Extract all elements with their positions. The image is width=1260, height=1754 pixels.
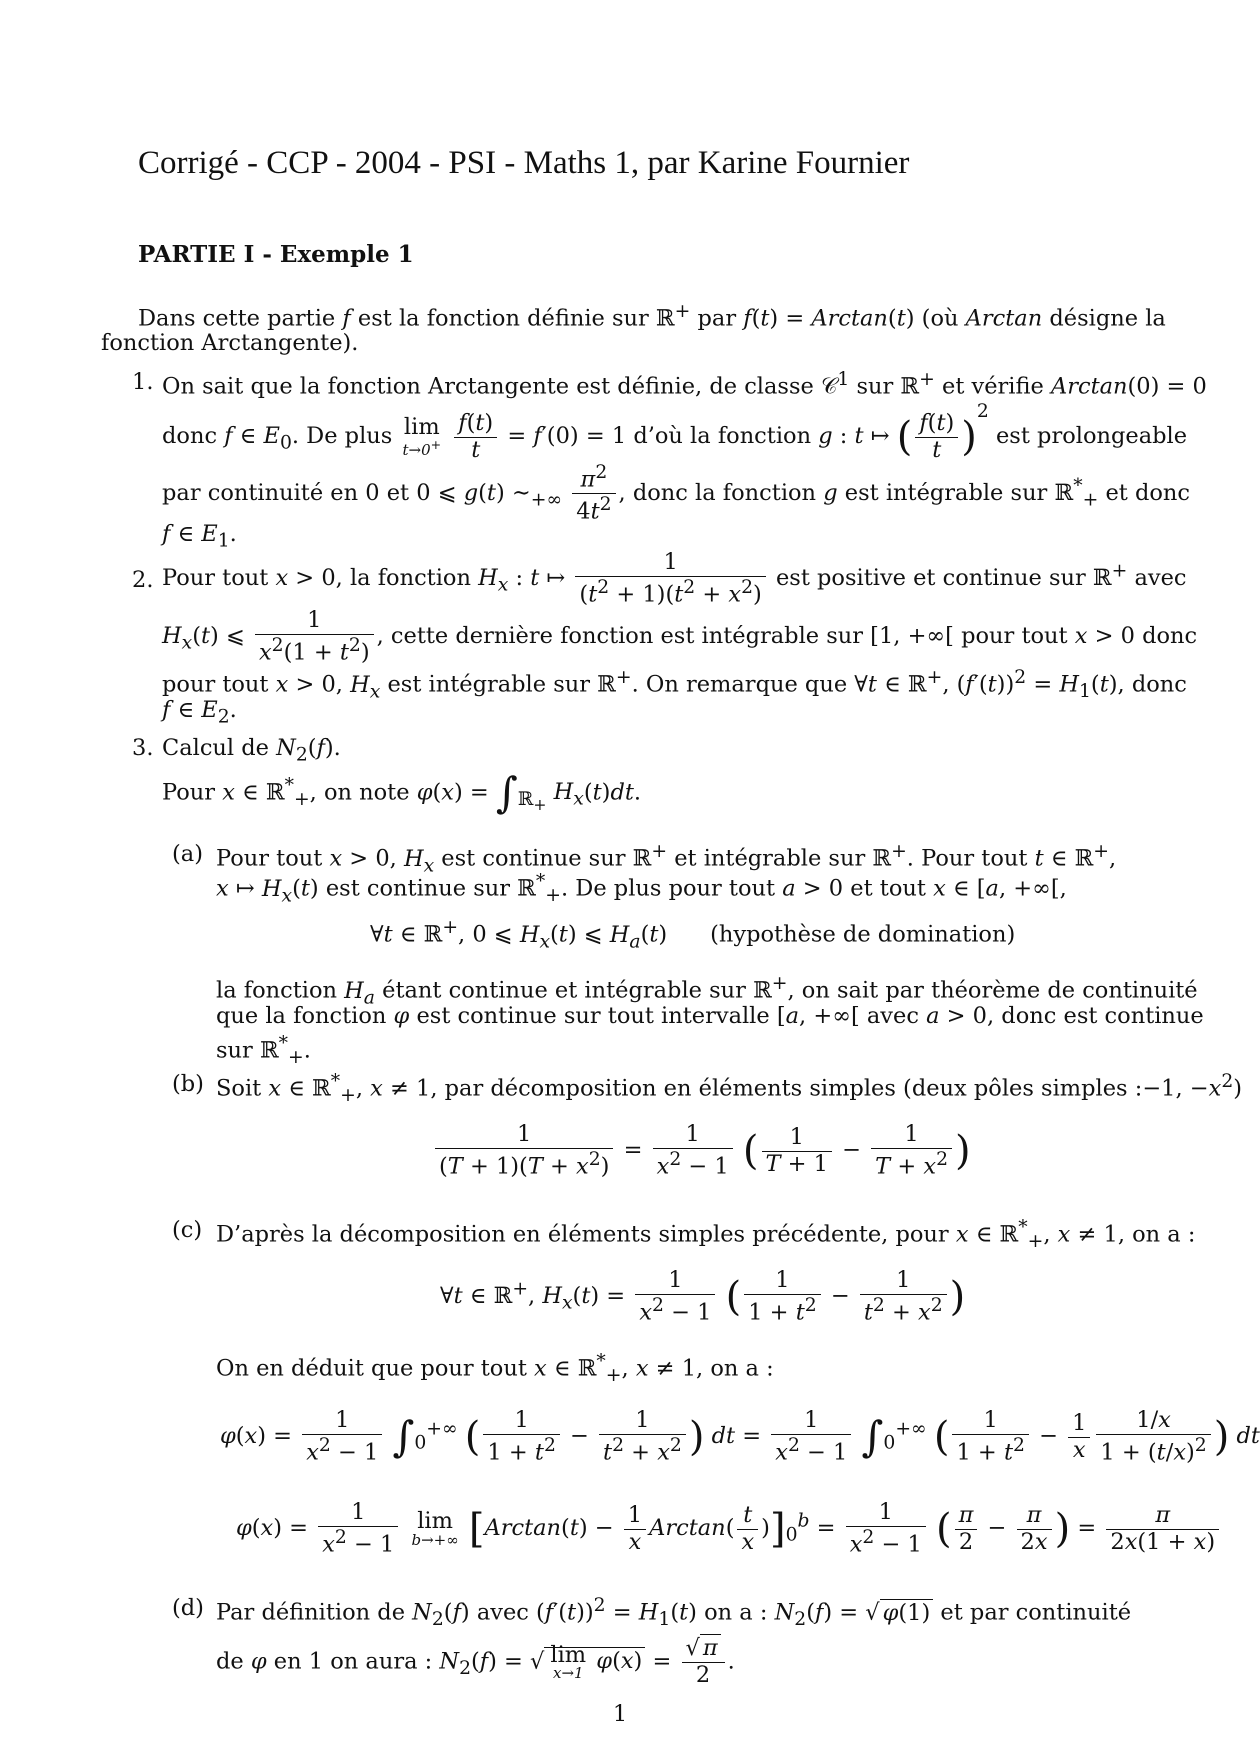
item-label-b: (b)	[172, 1071, 204, 1097]
page-number: 1	[612, 1701, 628, 1727]
intro-line-2: fonction Arctangente).	[101, 330, 359, 356]
q1-line-1: On sait que la fonction Arctangente est définie, de classe 𝒞$^1$ sur ℝ+ et vérifie Arctan(0) = 0	[162, 369, 1207, 400]
page-title: Corrigé - CCP - 2004 - PSI - Maths 1, par Karine Fournier	[138, 145, 910, 181]
item-number-2: 2.	[132, 567, 154, 593]
intro-line-1: Dans cette partie f est la fonction définie sur ℝ+ par f(t) = Arctan(t) (où Arctan désigne la	[138, 301, 1166, 332]
a-line-3: la fonction $H_a$ étant continue et intégrable sur ℝ+, on sait par théorème de continuité	[216, 973, 1198, 1008]
q1-line-2: donc f ∈ $E_0$. De plus lim t→0+ $\frac{f(t)}{t}$ = f′(0) = 1 d’où la fonction g : t ↦ ( $\frac{f(t)}{t}$ )$^2$ est prolongeable	[162, 401, 1188, 463]
item-label-c: (c)	[172, 1217, 203, 1243]
d-line-1: Par définition de $N_2(f)$ avec $(f'(t))^2 = H_1(t)$ on a : $N_2(f)$ = √ φ(1) et par continuité	[216, 1595, 1132, 1630]
a-line-2: x ↦ $H_x(t)$ est continue sur ℝ*$_+$. De plus pour tout a > 0 et tout x ∈ [a, +∞[,	[216, 871, 1067, 906]
q2-line-2: $H_x(t)$ ⩽ $\frac{1}{x^2(1 + t^2)}$ , cette dernière fonction est intégrable sur [1, +∞[ pour tout x > 0 donc	[162, 607, 1198, 666]
item-number-1: 1.	[132, 369, 154, 395]
item-label-a: (a)	[172, 841, 203, 867]
q2-line-3: pour tout x > 0, $H_x$ est intégrable sur ℝ+. On remarque que ∀t ∈ ℝ+, $(f'(t))^2 = H_1(t)$, donc	[162, 667, 1187, 702]
q3-definition: Pour x ∈ ℝ*$_+$, on note $\varphi(x) = \int_{ℝ_+}$ $H_x(t)dt$.	[162, 768, 642, 817]
q2-line-4: f ∈ $E_2$.	[162, 697, 237, 728]
a-domination: ∀t ∈ ℝ+, 0 ⩽ $H_x(t)$ ⩽ $H_a(t)$ (hypothèse de domination)	[370, 917, 1016, 952]
a-line-5: sur ℝ*$_+$.	[216, 1033, 311, 1068]
item-number-3: 3.	[132, 735, 154, 761]
a-line-4: que la fonction φ est continue sur tout intervalle [a, +∞[ avec a > 0, donc est continue	[216, 1003, 1204, 1029]
q1-line-3: par continuité en 0 et 0 ⩽ g(t) $\sim_{+\infty}$ $\frac{\pi^2}{4t^2}$ , donc la fonction g est intégrable sur ℝ*$_+$ et donc	[162, 462, 1190, 525]
item-label-d: (d)	[172, 1595, 204, 1621]
c-integral-1: φ(x) = $\frac{1}{x^2 - 1}$ $\int_0^{+\infty}$ ( $\frac{1}{1 + t^2}$ − $\frac{1}{t^2 + x^2}$ ) dt = $\frac{1}{x^2 - 1}$ $\int_0^{+\infty}$ ( $\frac{1}{1 + t^2}$ − $\frac{1}{x}$ $\frac{1/x}{1 + (t/x)^2}$ ) dt	[220, 1407, 1260, 1466]
c-hx-decomposition: ∀t ∈ ℝ+, $H_x(t)$ = $\frac{1}{x^2 - 1}$ ( $\frac{1}{1 + t^2}$ − $\frac{1}{t^2 + x^2}$ )	[440, 1267, 966, 1326]
b-decomposition: $\frac{1}{(T + 1)(T + x^2)}$ = $\frac{1}{x^2 - 1}$ ( $\frac{1}{T + 1}$ − $\frac{1}{T + x^2}$ )	[432, 1122, 971, 1180]
q3-title: Calcul de $N_2(f)$.	[162, 735, 341, 766]
b-line-1: Soit x ∈ ℝ*$_+$, x ≠ 1, par décomposition en éléments simples (deux pôles simples :−1, $-x^2$)	[216, 1071, 1243, 1106]
q2-line-1: Pour tout x > 0, la fonction $H_x$ : t ↦ $\frac{1}{(t^2 + 1)(t^2 + x^2)}$ est positive et continue sur ℝ+ avec	[162, 549, 1187, 608]
q1-line-4: f ∈ $E_1$.	[162, 521, 237, 552]
c-integral-2: φ(x) = $\frac{1}{x^2 - 1}$ lim b→+∞ [Arctan(t) − $\frac{1}{x}$ Arctan( $\frac{t}{x}$ )]$_0^b$ = $\frac{1}{x^2 - 1}$ ( $\frac{\pi}{2}$ − $\frac{\pi}{2x}$ ) = $\frac{\pi}{2x(1 + x)}$	[236, 1500, 1222, 1558]
c-line-1: D’après la décomposition en éléments simples précédente, pour x ∈ ℝ*$_+$, x ≠ 1, on a :	[216, 1217, 1196, 1252]
c-line-2: On en déduit que pour tout x ∈ ℝ*$_+$, x ≠ 1, on a :	[216, 1351, 774, 1386]
d-line-2: de φ en 1 on aura : $N_2(f)$ = √ lim x→1 φ(x) = $\frac{√ \pi}{2}$ .	[216, 1635, 735, 1688]
a-line-1: Pour tout x > 0, $H_x$ est continue sur ℝ+ et intégrable sur ℝ+. Pour tout t ∈ ℝ+,	[216, 841, 1117, 876]
section-heading: PARTIE I - Exemple 1	[138, 241, 414, 268]
